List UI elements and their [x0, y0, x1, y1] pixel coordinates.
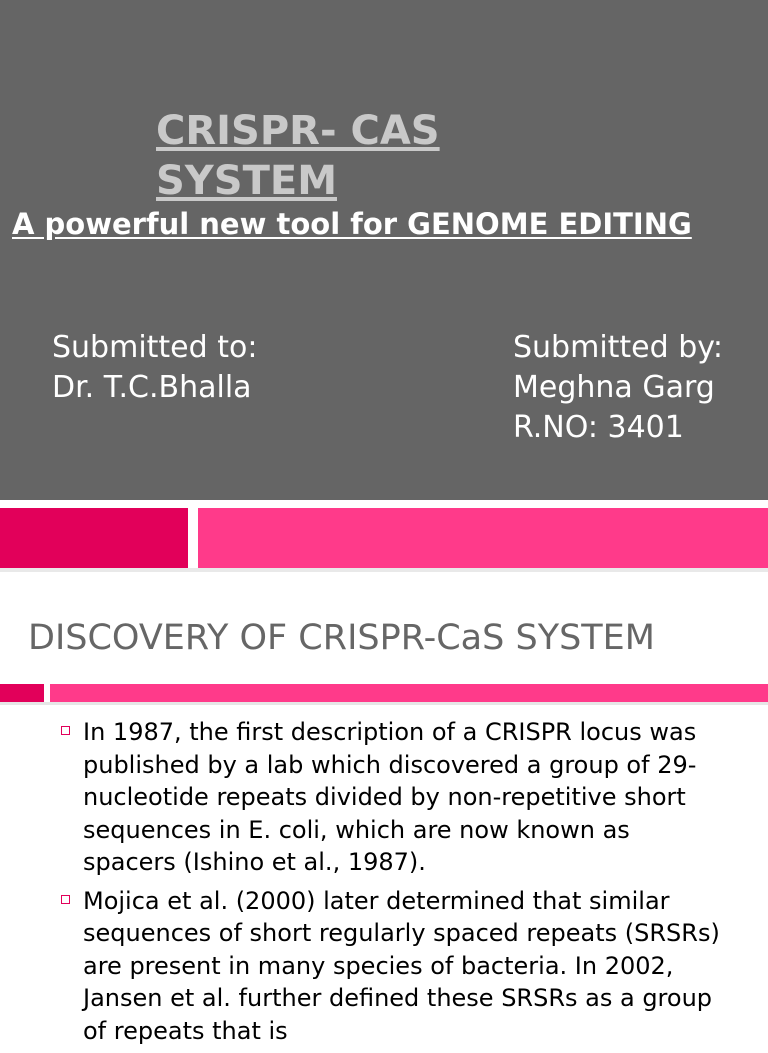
bullet-text: Mojica et al. (2000) later determined that similar sequences of short regularly spaced repeats (SRSRs) are present in many species of bacteria. In 2002, Jansen et al. further defined these SRSRs as a group of repeats that is	[83, 886, 720, 1045]
submitted-to-block	[52, 328, 257, 408]
accent-band-dark	[0, 508, 188, 568]
accent-band-light	[198, 508, 768, 568]
heading-underline-light	[50, 684, 768, 702]
submitted-by-block	[513, 328, 723, 448]
title-slide	[0, 0, 768, 500]
bullet-item	[0, 885, 768, 1048]
submitted-by-roll-number: R.NO: 3401	[513, 410, 684, 445]
square-bullet-icon	[61, 895, 70, 904]
square-bullet-icon	[61, 726, 70, 735]
heading-underline-dark	[0, 684, 44, 702]
band-shadow	[0, 568, 768, 572]
bullet-text: In 1987, the first description of a CRISPR locus was published by a lab which discovered a group of 29-nucleotide repeats divided by non-repetitive short sequences in E. coli, which are now known as spacers (Ishino et al., 1987).	[83, 718, 697, 876]
slide-subtitle: A powerful new tool for GENOME EDITING	[12, 207, 692, 241]
slide-title: CRISPR- CAS SYSTEM	[156, 108, 440, 204]
section-heading: DISCOVERY OF CRISPR-CaS SYSTEM	[28, 618, 655, 658]
bullet-item	[0, 716, 768, 879]
submitted-by-label: Submitted by:	[513, 330, 723, 365]
submitted-to-name: Dr. T.C.Bhalla	[52, 370, 252, 405]
heading-underline-shadow	[0, 702, 768, 705]
submitted-by-name: Meghna Garg	[513, 370, 715, 405]
submitted-to-label: Submitted to:	[52, 330, 258, 365]
bullet-list	[0, 716, 768, 1053]
